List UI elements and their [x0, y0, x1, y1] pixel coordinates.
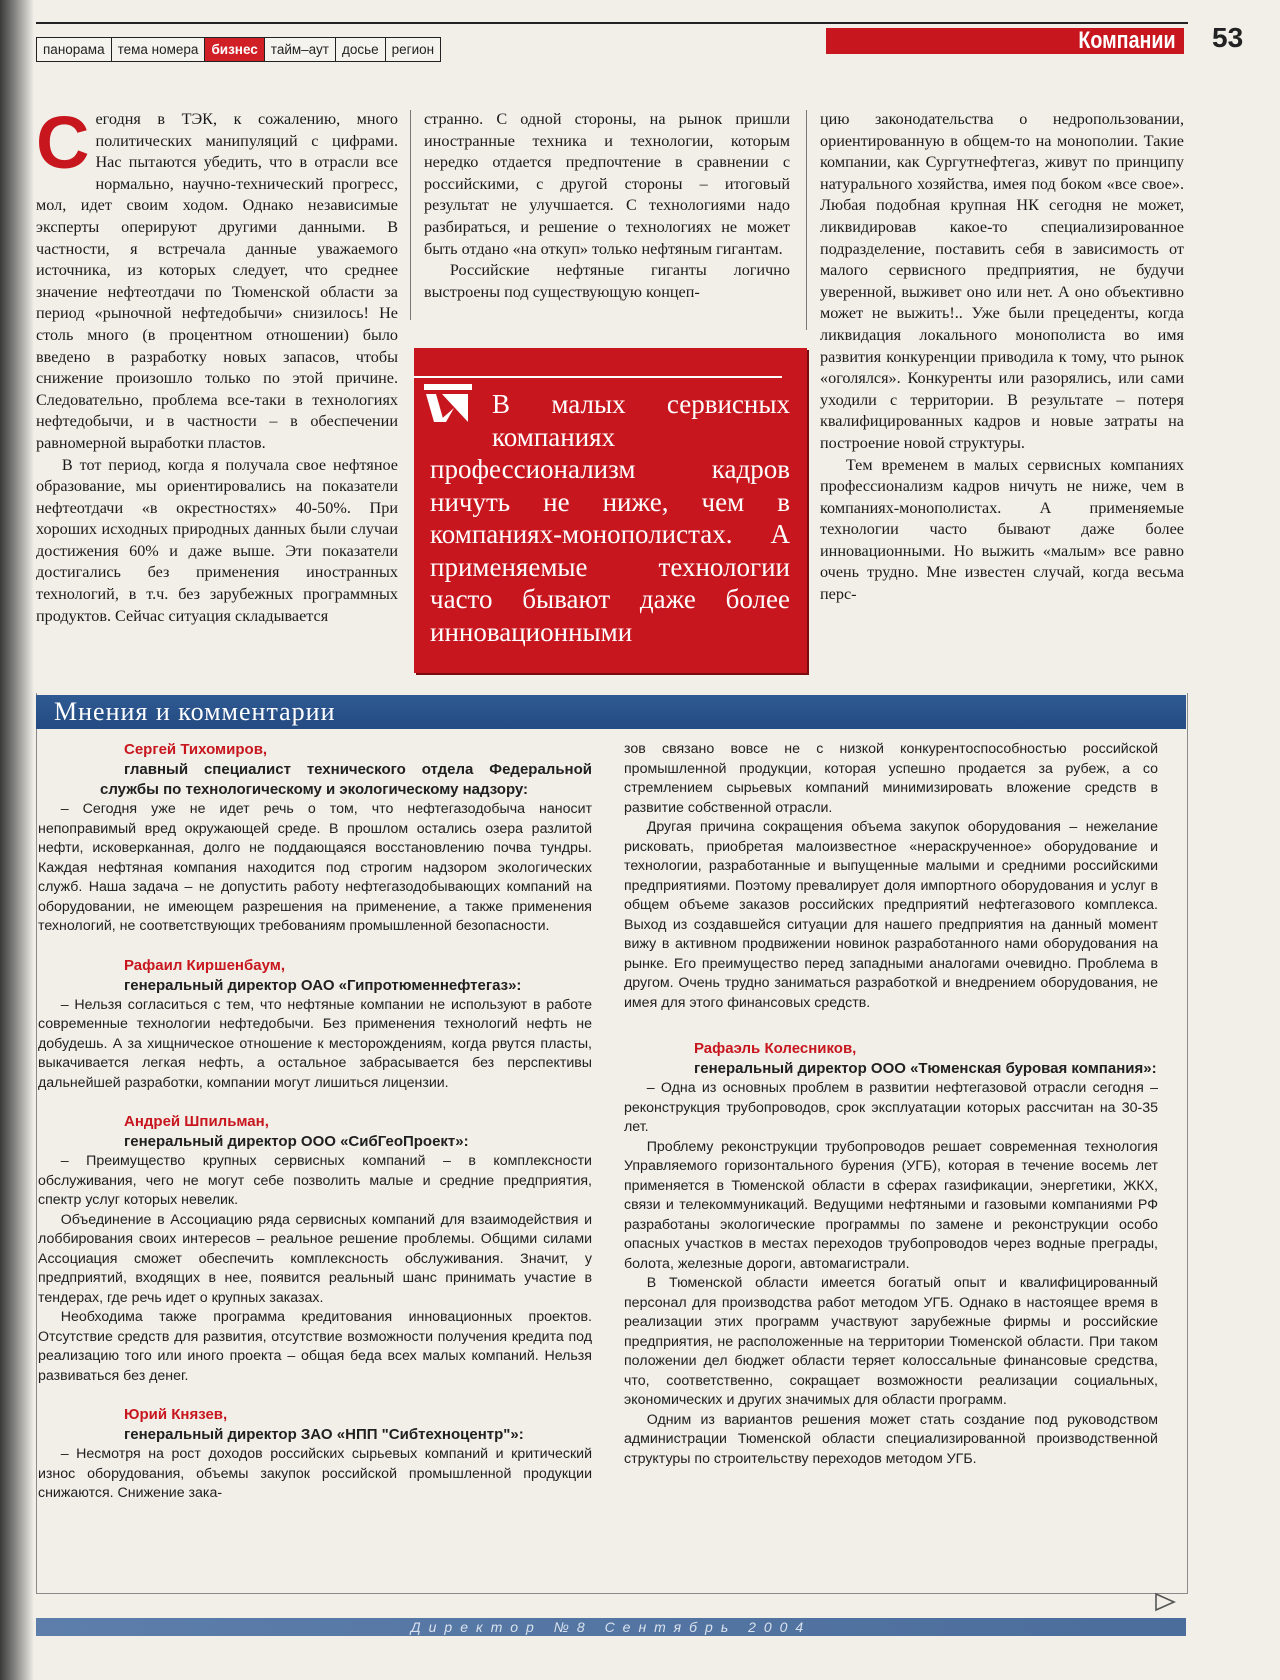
opinions-right-column — [624, 740, 1158, 1488]
article-paragraph: Тем временем в малых сервисных компаниях профессионализм кадров ничуть не ниже, чем в компаниях-монополистах. А применяемые технологии часто бывают даже более инновационными. Но выжить «малым» все равно очень трудно. Мне известен случай, когда весьма перс- — [820, 455, 1184, 604]
column-divider — [806, 110, 807, 330]
article-paragraph: В тот период, когда я получала свое нефтяное образование, мы ориентировались на показатели нефтеотдачи «в окрестностях» 40-50%. При хороших исходных природных данных были случаи достижения 60% и даже выше. Эти показатели достигались без применения иностранных технологий, в т.ч. без зарубежных программных продуктов. Сейчас ситуация складывается — [36, 455, 398, 625]
expert-name: Юрий Князев, — [124, 1406, 228, 1423]
opinion-paragraph: Одним из вариантов решения может стать создание под руководством администрации Тюменской области специализированной производственной структуры по строительству переходов методом УГБ. — [624, 1411, 1158, 1467]
top-rule — [36, 22, 1188, 24]
article-paragraph: цию законодательства о недропользовании, ориентированную в общем-то на монополии. Такие компании, как Сургутнефтегаз, живут по принципу натурального хозяйства, имея под боком «все свое». Любая подобная крупная НК сегодня не может, ликвидировав какое-то специализированное подразделение, поставить себя в зависимость от малого сервисного предприятия, не будучи уверенной, выживет оно или нет. А оно объективно может не выжить!.. Уже были прецеденты, когда ликвидация локального монополиста во имя развития конкуренции приводила к тому, что рынок «оголялся». Конкуренты или разорялись, или сами уходили с территории. В результате – потеря квалифицированных кадров и новые затраты на построение новой структуры. — [820, 110, 1184, 452]
opinions-left-column — [38, 740, 592, 1523]
opinions-header — [36, 695, 1186, 729]
nav-tab-time-out[interactable]: тайм–аут — [265, 38, 336, 61]
opinion-paragraph: Объединение в Ассоциацию ряда сервисных компаний для взаимодействия и лоббирования своих интересов – реальное решение проблемы. Общими силами Ассоциация сможет обеспечить комплексность обслуживания. Значит, у предприятий, входящих в нее, появится реальный шанс принимать участие в тендерах, где речь идет о крупных заказах. — [38, 1211, 592, 1306]
opinion-block — [624, 1039, 1158, 1469]
opinion-paragraph: зов связано вовсе не с низкой конкурентоспособностью российской промышленной продукции, которая успешно продается за рубеж, а со стремлением сырьевых компаний минимизировать вложение средств в развитие собственной отрасли. — [624, 741, 1158, 816]
play-arrow-icon[interactable] — [1154, 1592, 1176, 1612]
opinion-paragraph: – Преимущество крупных сервисных компаний – в комплексности обслуживания, чего не могут себе позволить малые и средние предприятия, спектр услуг которых невелик. — [38, 1153, 592, 1208]
article-paragraph: странно. С одной стороны, на рынок пришли иностранные техника и технологии, которым нередко отдается предпочтение в сравнении с российскими, с другой стороны – итоговый результат не улучшается. С технологиями надо разбираться, и решение о технологиях не может быть отдано «на откуп» только нефтяным гигантам. — [424, 110, 790, 258]
article-paragraph: Сегодня в ТЭК, к сожалению, много политических манипуляций с цифрами. Нас пытаются убедить, что в отрасли все нормально, научно-технический прогресс, мол, идет своим ходом. Однако независимые эксперты оперируют другими данными. В частности, я встречала данные уважаемого источника, из которых следует, что среднее значение нефтеотдачи по Тюменской области за период «рыночной нефтедобычи» снизилось! Не столь много (в процентном отношении) было введено в разработку новых запасов, чтобы снижение произошло только по этой причине. Следовательно, проблема все-таки в технологиях нефтедобычи, и в частности – в обеспечении равномерной выработки пластов. — [36, 101, 398, 452]
footer-bar — [36, 1618, 1186, 1636]
nav-tab-region[interactable]: регион — [391, 42, 435, 57]
opinion-block — [38, 740, 592, 937]
opinion-paragraph: – Несмотря на рост доходов российских сырьевых компаний и критический износ оборудования, объемы закупок российской промышленной продукции снижаются. Снижение зака- — [38, 1446, 592, 1501]
expert-role: генеральный директор ООО «Тюменская буровая компания»: — [694, 1060, 1157, 1077]
opinion-block — [38, 956, 592, 1094]
pull-quote-text: В малых сервисных компаниях профессионализм кадров ничуть не ниже, чем в компаниях-монополистах. А применяемые технологии часто бывают даже более инновационными — [430, 389, 790, 647]
opinion-block — [38, 1405, 592, 1504]
section-label: Компании — [1078, 27, 1176, 54]
opinion-paragraph: В Тюменской области имеется богатый опыт и квалифицированный персонал для производства работ методом УГБ. Однако в настоящее время в реализации этих программ участвуют зарубежные фирмы и российские предприятия, не расположенные на территории Тюменской области. При таком положении дел бюджет области теряет колоссальные финансовые средства, что, соответственно, сокращает возможности реализации социальных, экономических и других значимых для области программ. — [624, 1275, 1158, 1408]
drop-cap: С — [36, 101, 90, 184]
article-column-2 — [424, 109, 790, 303]
expert-name: Рафаэль Колесников, — [694, 1040, 857, 1057]
nav-tab-panorama[interactable]: панорама — [37, 38, 112, 61]
article-column-3 — [820, 109, 1184, 606]
opinion-paragraph: – Одна из основных проблем в развитии нефтегазовой отрасли сегодня – реконструкция трубопроводов, срок эксплуатации которых рассчитан на 30-35 лет. — [624, 1080, 1158, 1135]
section-nav — [36, 37, 441, 62]
page-number: 53 — [1212, 22, 1244, 53]
expert-name: Сергей Тихомиров, — [124, 741, 268, 758]
opinion-continuation — [624, 740, 1158, 1013]
opinion-paragraph: – Сегодня уже не идет речь о том, что нефтегазодобыча наносит непоправимый вред окружающей среде. В прошлом остались озера разлитой нефти, исковерканная, долго не поддающаяся восстановлению почва тундры. Каждая нефтяная компания находится под строгим надзором экологических служб. Наша задача – не допустить работу нефтегазодобывающих компаний на оборудовании, не имеющем разрешения на применение, а также применения технологий, не соответствующих требованиям промышленной безопасности. — [38, 801, 592, 934]
nav-tab-dossier[interactable]: досье — [336, 38, 386, 61]
expert-name: Андрей Шпильман, — [124, 1113, 269, 1130]
expert-name: Рафаил Киршенбаум, — [124, 956, 285, 974]
opinion-paragraph: Другая причина сокращения объема закупок оборудования – нежелание рисковать, приобретая малоизвестное «нераскрученное» оборудование и технологии, разработанные и выпущенные малыми и средними российскими предприятиями. Поэтому превалирует доля импортного оборудования и услуг в общем объеме заказов российских предприятий нефтегазового комплекса. Выход из создавшейся ситуации для нашего предприятия на данный момент вижу в активном продвижении новинок разработанного нами оборудования на рынке. Его преимущество перед западными аналогами очевидно. Проблема в другом. Очень трудно заниматься разработкой и внедрением оборудования, не имея для этого финансовых средств. — [624, 819, 1158, 1011]
opinions-title: Мнения и комментарии — [54, 697, 336, 726]
pull-quote — [414, 348, 807, 673]
expert-role: генеральный директор ООО «СибГеоПроект»: — [124, 1133, 469, 1150]
pull-quote-rule — [414, 376, 782, 378]
section-header-bar — [826, 28, 1184, 54]
nav-tab-cover-story[interactable]: тема номера — [112, 38, 206, 61]
article-paragraph: Российские нефтяные гиганты логично выстроены под существующую концеп- — [424, 261, 790, 301]
opinion-paragraph: Необходима также программа кредитования инновационных проектов. Отсутствие средств для развития, отсутствие возможности получения кредита под реализацию того или иного проекта – общая беда всех малых компаний. Нельзя развиваться без денег. — [38, 1309, 592, 1384]
nav-tab-business[interactable]: бизнес — [205, 38, 264, 61]
opinion-paragraph: – Нельзя согласиться с тем, что нефтяные компании не используют в работе современные технологии нефтедобычи. Без применения технологий нефть не добудешь. А за хищническое отношение к месторождениям, когда рвутся пласты, выкачивается легкая нефть, а остальное забрасывается без перспективы дальнейшей разработки, компании могут лишиться лицензии. — [38, 996, 592, 1091]
expert-role: генеральный директор ОАО «Гипротюменнефтегаз»: — [124, 976, 522, 994]
footer-text: Директор №8 Сентябрь 2004 — [410, 1619, 812, 1635]
article-column-1 — [36, 101, 398, 627]
expert-role: генеральный директор ЗАО «НПП "Сибтехноцентр"»: — [124, 1426, 524, 1443]
opinion-paragraph: Проблему реконструкции трубопроводов решает современная технология Управляемого горизонтального бурения (УГБ), которая в течение восемь лет применяется в Тюменской области в сферах газификации, энергетики, ЖКХ, связи и телекоммуникаций. Ведущими нефтяными и газовыми компаниями РФ разработаны экологические программы по замене и реконструкции особо опасных участков в местах переходов трубопроводов через водные преграды, болота, железные дороги, автомагистрали. — [624, 1138, 1158, 1272]
column-divider — [410, 110, 411, 320]
expert-role: главный специалист технического отдела Федеральной службы по технологическому и экологическому надзору: — [100, 761, 592, 798]
opinion-block — [38, 1112, 592, 1386]
binding-shadow — [0, 0, 34, 1680]
